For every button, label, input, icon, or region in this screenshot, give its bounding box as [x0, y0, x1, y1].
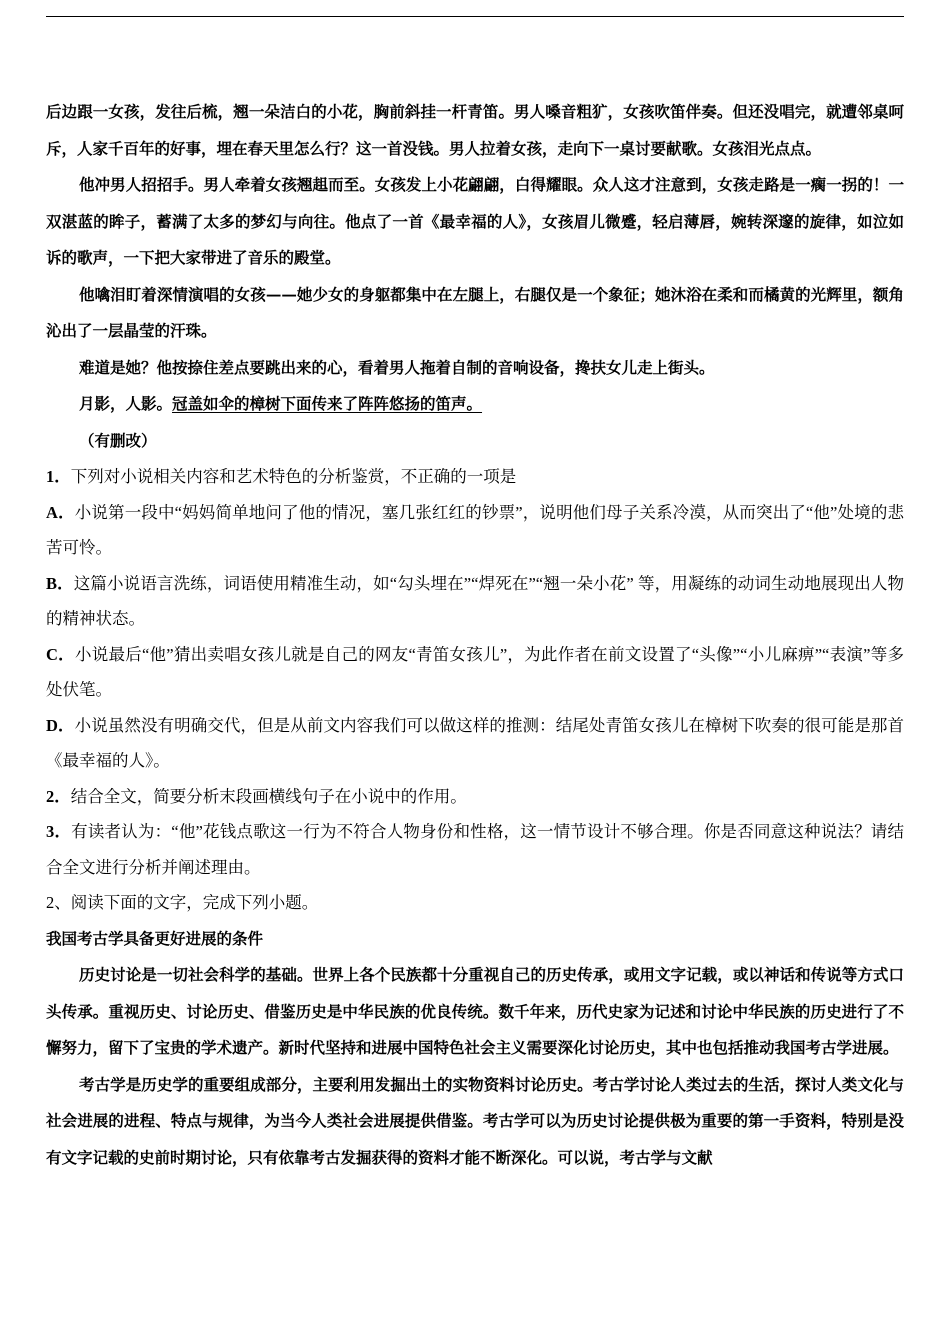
option-c-text: 小说最后“他”猜出卖唱女孩儿就是自己的网友“青笛女孩儿”，为此作者在前文设置了“头像”“小儿麻痹”“表演”等多处伏笔。: [46, 644, 904, 699]
story-paragraph-5-start: 月影，人影。: [79, 394, 173, 413]
option-d-text: 小说虽然没有明确交代，但是从前文内容我们可以做这样的推测：结尾处青笛女孩儿在樟树下吹奏的很可能是那首《最幸福的人》。: [46, 715, 905, 770]
story-paragraph-2: 他冲男人招招手。男人牵着女孩翘趄而至。女孩发上小花翩翩，白得耀眼。众人这才注意到，女孩走路是一瘸一拐的！一双湛蓝的眸子，蓄满了太多的梦幻与向往。他点了一首《最幸福的人》，女孩眉儿微蹙，轻启薄唇，婉转深邃的旋律，如泣如诉的歌声，一下把大家带进了音乐的殿堂。: [46, 175, 904, 267]
article-paragraph-2: 考古学是历史学的重要组成部分，主要利用发掘出土的实物资料讨论历史。考古学讨论人类过去的生活，探讨人类文化与社会进展的进程、特点与规律，为当今人类社会进展提供借鉴。考古学可以为历史讨论提供极为重要的第一手资料，特别是没有文字记载的史前时期讨论，只有依靠考古发掘获得的资料才能不断深化。可以说，考古学与文献: [46, 1074, 904, 1167]
option-d-label: D．: [46, 715, 75, 735]
story-paragraph-4: 难道是她？他按捺住差点要跳出来的心，看着男人拖着自制的音响设备，搀扶女儿走上街头。: [79, 357, 715, 377]
article-title: 我国考古学具备更好进展的条件: [46, 928, 264, 948]
option-a: [46, 495, 904, 566]
underlined-sentence: 冠盖如伞的樟树下面传来了阵阵悠扬的笛声。: [172, 394, 483, 413]
question-2-number: 2．: [46, 786, 71, 806]
edited-note: （有删改）: [79, 430, 157, 450]
story-paragraph-5: [46, 386, 904, 423]
option-c: [46, 637, 904, 708]
question-1-text: 下列对小说相关内容和艺术特色的分析鉴赏，不正确的一项是: [70, 467, 517, 486]
article-paragraph-1: 历史讨论是一切社会科学的基础。世界上各个民族都十分重视自己的历史传承，或用文字记载，或以神话和传说等方式口头传承。重视历史、讨论历史、借鉴历史是中华民族的优良传统。数千年来，历代史家为记述和讨论中华民族的历史进行了不懈努力，留下了宝贵的学术遗产。新时代坚持和进展中国特色社会主义需要深化讨论历史，其中也包括推动我国考古学进展。: [46, 965, 904, 1057]
option-b: [46, 566, 904, 637]
option-b-label: B．: [46, 573, 74, 593]
section-2-heading: 2、阅读下面的文字，完成下列小题。: [46, 893, 319, 912]
question-3-text: 有读者认为：“他”花钱点歌这一行为不符合人物身份和性格，这一情节设计不够合理。你是否同意这种说法？请结合全文进行分析并阐述理由。: [46, 822, 904, 877]
question-2-text: 结合全文，简要分析末段画横线句子在小说中的作用。: [70, 786, 467, 806]
option-a-label: A．: [46, 502, 75, 522]
question-1-number: 1．: [46, 467, 71, 486]
document-body: [46, 94, 904, 1176]
story-paragraph-3: 他噙泪盯着深情演唱的女孩——她少女的身躯都集中在左腿上，右腿仅是一个象征；她沐浴在柔和而橘黄的光辉里，额角沁出了一层晶莹的汗珠。: [46, 284, 904, 340]
option-a-text: 小说第一段中“妈妈简单地问了他的情况，塞几张红红的钞票”，说明他们母子关系冷漠，从而突出了“他”处境的悲苦可怜。: [46, 502, 904, 557]
question-2: [46, 779, 904, 815]
question-1: [46, 459, 904, 495]
story-paragraph-1: 后边跟一女孩，发往后梳，翘一朵洁白的小花，胸前斜挂一杆青笛。男人嗓音粗犷，女孩吹笛伴奏。但还没唱完，就遭邻桌呵斥，人家千百年的好事，埋在春天里怎么行？这一首没钱。男人拉着女孩，走向下一桌讨要献歌。女孩泪光点点。: [46, 102, 904, 158]
question-3-number: 3．: [46, 822, 72, 841]
option-c-label: C．: [46, 644, 75, 664]
option-d: [46, 708, 904, 779]
header-rule: [46, 16, 904, 17]
question-3: [46, 814, 904, 885]
option-b-text: 这篇小说语言洗练，词语使用精准生动，如“勾头埋在”“焊死在”“翘一朵小花” 等，用凝练的动词生动地展现出人物的精神状态。: [46, 573, 904, 628]
